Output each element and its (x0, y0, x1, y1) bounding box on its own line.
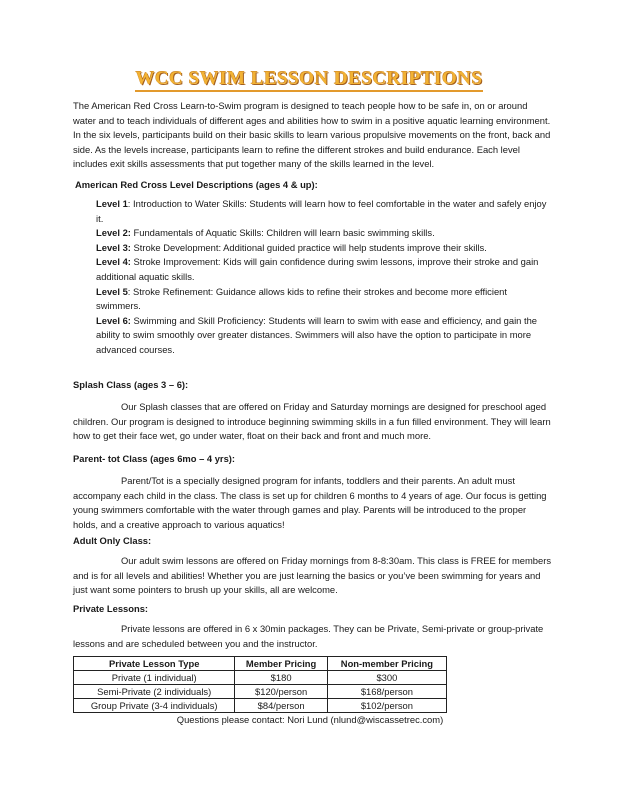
column-header: Private Lesson Type (74, 657, 235, 671)
parent-tot-paragraph: Parent/Tot is a specially designed program for infants, toddlers and their parents. An adult must accompany each child in the class. The class is set up for children 6 months to 4 years of age. Our focus is getting young swimmers comfortable with the water through games and play. Parents will be introduced to the proper holds, and a creative approach to various aquatics! (73, 475, 547, 530)
table-cell: $300 (327, 671, 446, 685)
level-label: Level 1 (96, 198, 128, 209)
adult-paragraph: Our adult swim lessons are offered on Friday mornings from 8-8:30am. This class is FREE for members and is for all levels and abilities! Whether you are just learning the basics or you’ve been swimming for years and just want some pointers to brush up your skills, all are welcome. (73, 555, 552, 596)
level-item (96, 285, 551, 314)
page-title-text: WCC SWIM LESSON DESCRIPTIONS (135, 68, 482, 92)
level-item (96, 314, 551, 358)
adult-heading: Adult Only Class: (73, 535, 152, 546)
level-item (96, 241, 551, 256)
table-cell: Private (1 individual) (74, 671, 235, 685)
level-text: Swimming and Skill Proficiency: Students will learn to swim with ease and efficiency, and gain the ability to swim smoothly over greater distances. Swimmers will also have the option to participate in more advanced courses. (96, 314, 538, 355)
column-header: Non-member Pricing (327, 657, 446, 671)
table-cell: Group Private (3-4 individuals) (74, 699, 235, 713)
level-label: Level 4: (96, 256, 131, 268)
level-label: Level 5 (96, 285, 128, 297)
splash-paragraph: Our Splash classes that are offered on Friday and Saturday mornings are designed for preschool aged children. Our program is designed to introduce beginning swimming skills in a fun filled environment. They will learn how to get their face wet, go under water, float on their back and front and much more. (73, 401, 551, 442)
table-header-row (74, 657, 447, 671)
level-label: Level 3: (96, 241, 131, 253)
table-row (74, 699, 447, 713)
table-cell: $102/person (327, 699, 446, 713)
intro-paragraph: The American Red Cross Learn-to-Swim program is designed to teach people how to be safe in, on or around water and to teach individuals of different ages and abilities how to swim in a positive aquatic learning environment. In the six levels, participants build on their basic skills to learn various propulsive movements on the front, back and side. As the levels increase, participants learn to refine the different strokes and build endurance. Each level includes exit skills assessments that put together many of the skills learned in the level. (73, 100, 551, 170)
page-title (0, 68, 618, 90)
contact-line: Questions please contact: Nori Lund (nlund@wiscassetrec.com) (176, 714, 444, 725)
parent-tot-heading: Parent- tot Class (ages 6mo – 4 yrs): (73, 453, 236, 464)
level-item (96, 226, 551, 241)
table-cell: $120/person (235, 685, 327, 699)
level-item (96, 197, 551, 226)
table-cell: $168/person (327, 685, 446, 699)
level-item (96, 255, 551, 284)
level-text: Stroke Improvement: Kids will gain confidence during swim lessons, improve their stroke and gain additional aquatic skills. (96, 256, 539, 282)
private-heading: Private Lessons: (73, 603, 149, 614)
splash-heading: Splash Class (ages 3 – 6): (73, 379, 189, 390)
table-cell: $84/person (235, 699, 327, 713)
levels-heading: American Red Cross Level Descriptions (ages 4 & up): (75, 179, 318, 190)
column-header: Member Pricing (235, 657, 327, 671)
table-cell: $180 (235, 671, 327, 685)
pricing-table (73, 656, 447, 713)
table-cell: Semi-Private (2 individuals) (74, 685, 235, 699)
private-paragraph: Private lessons are offered in 6 x 30min packages. They can be Private, Semi-private or group-private lessons and are scheduled between you and the instructor. (73, 623, 544, 649)
levels-list (96, 197, 551, 358)
table-row (74, 685, 447, 699)
level-text: : Stroke Refinement: Guidance allows kids to refine their strokes and become more efficient swimmers. (96, 285, 507, 312)
table-row (74, 671, 447, 685)
level-label: Level 2: (96, 227, 131, 239)
level-text: Fundamentals of Aquatic Skills: Children will learn basic swimming skills. (130, 227, 435, 239)
level-label: Level 6: (96, 314, 131, 326)
level-text: Stroke Development: Additional guided practice will help students improve their skills. (130, 241, 487, 253)
level-text: : Introduction to Water Skills: Students will learn how to feel comfortable in the water and safely enjoy it. (96, 198, 547, 224)
